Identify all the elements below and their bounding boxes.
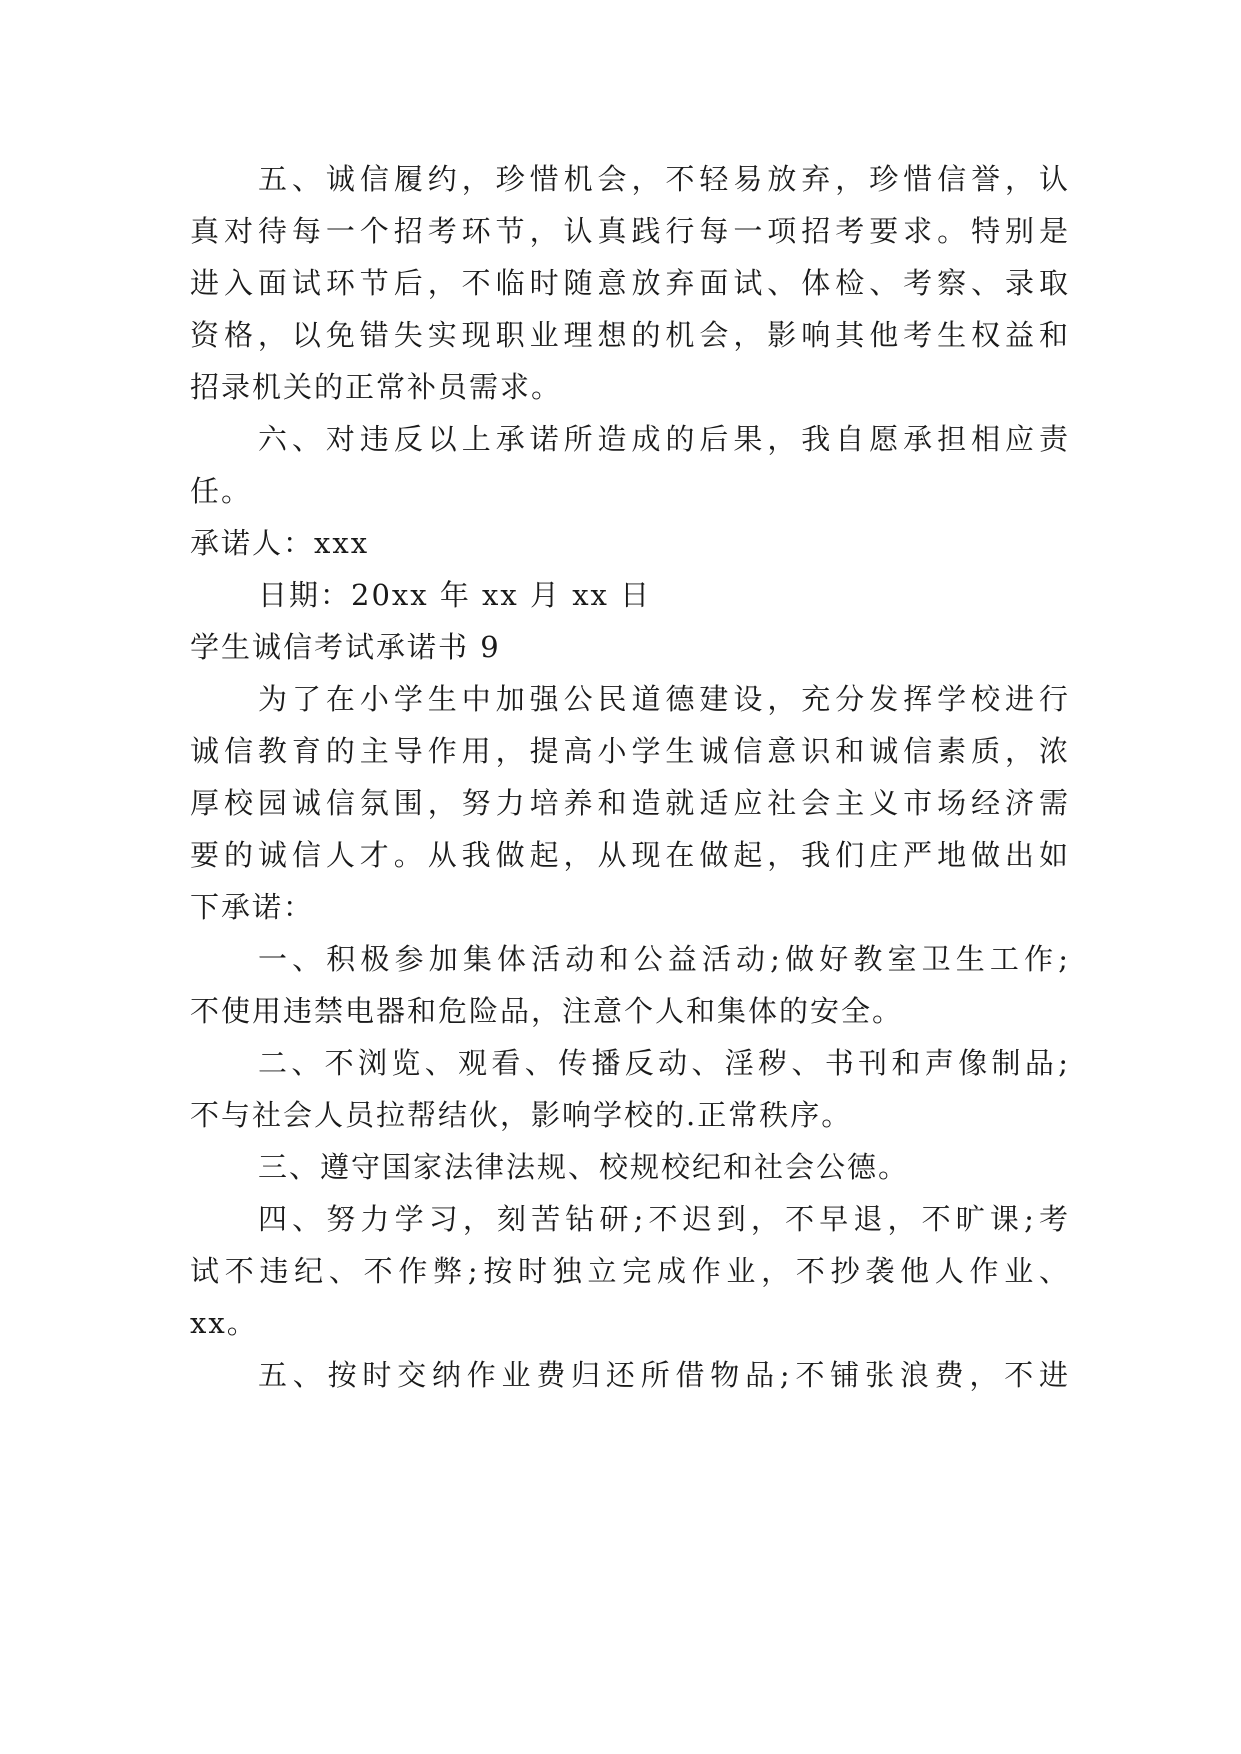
text-line: 六、对违反以上承诺所造成的后果，我自愿承担相应责 — [258, 422, 1070, 456]
text-line: 不使用违禁电器和危险品，注意个人和集体的安全。 — [190, 994, 904, 1028]
text-line: 进入面试环节后，不临时随意放弃面试、体检、考察、录取 — [190, 266, 1070, 300]
text-line: 厚校园诚信氛围，努力培养和造就适应社会主义市场经济需 — [190, 786, 1070, 820]
text-line: 招录机关的正常补员需求。 — [190, 370, 563, 404]
text-line: 任。 — [190, 474, 253, 508]
text-line: 真对待每一个招考环节，认真践行每一项招考要求。特别是 — [190, 214, 1070, 248]
text-line: 五、诚信履约，珍惜机会，不轻易放弃，珍惜信誉，认 — [258, 162, 1070, 196]
text-line: 四、努力学习，刻苦钻研;不迟到，不早退，不旷课;考 — [258, 1202, 1070, 1236]
text-line: xx。 — [190, 1306, 258, 1340]
text-line: 不与社会人员拉帮结伙，影响学校的.正常秩序。 — [190, 1098, 853, 1132]
section-title: 学生诚信考试承诺书 9 — [190, 630, 501, 664]
text-line: 三、遵守国家法律法规、校规校纪和社会公德。 — [258, 1150, 910, 1184]
text-line: 为了在小学生中加强公民道德建设，充分发挥学校进行 — [258, 682, 1070, 716]
signer-line: 承诺人：xxx — [190, 526, 370, 560]
text-line: 诚信教育的主导作用，提高小学生诚信意识和诚信素质，浓 — [190, 734, 1070, 768]
text-line: 试不违纪、不作弊;按时独立完成作业，不抄袭他人作业、 — [190, 1254, 1070, 1288]
text-line: 资格，以免错失实现职业理想的机会，影响其他考生权益和 — [190, 318, 1070, 352]
text-line: 一、积极参加集体活动和公益活动;做好教室卫生工作; — [258, 942, 1070, 976]
text-line: 二、不浏览、观看、传播反动、淫秽、书刊和声像制品; — [258, 1046, 1070, 1080]
text-line: 下承诺： — [190, 890, 315, 924]
date-line: 日期：20xx 年 xx 月 xx 日 — [258, 578, 652, 612]
text-line: 五、按时交纳作业费归还所借物品;不铺张浪费，不进 — [258, 1358, 1070, 1392]
text-line: 要的诚信人才。从我做起，从现在做起，我们庄严地做出如 — [190, 838, 1070, 872]
